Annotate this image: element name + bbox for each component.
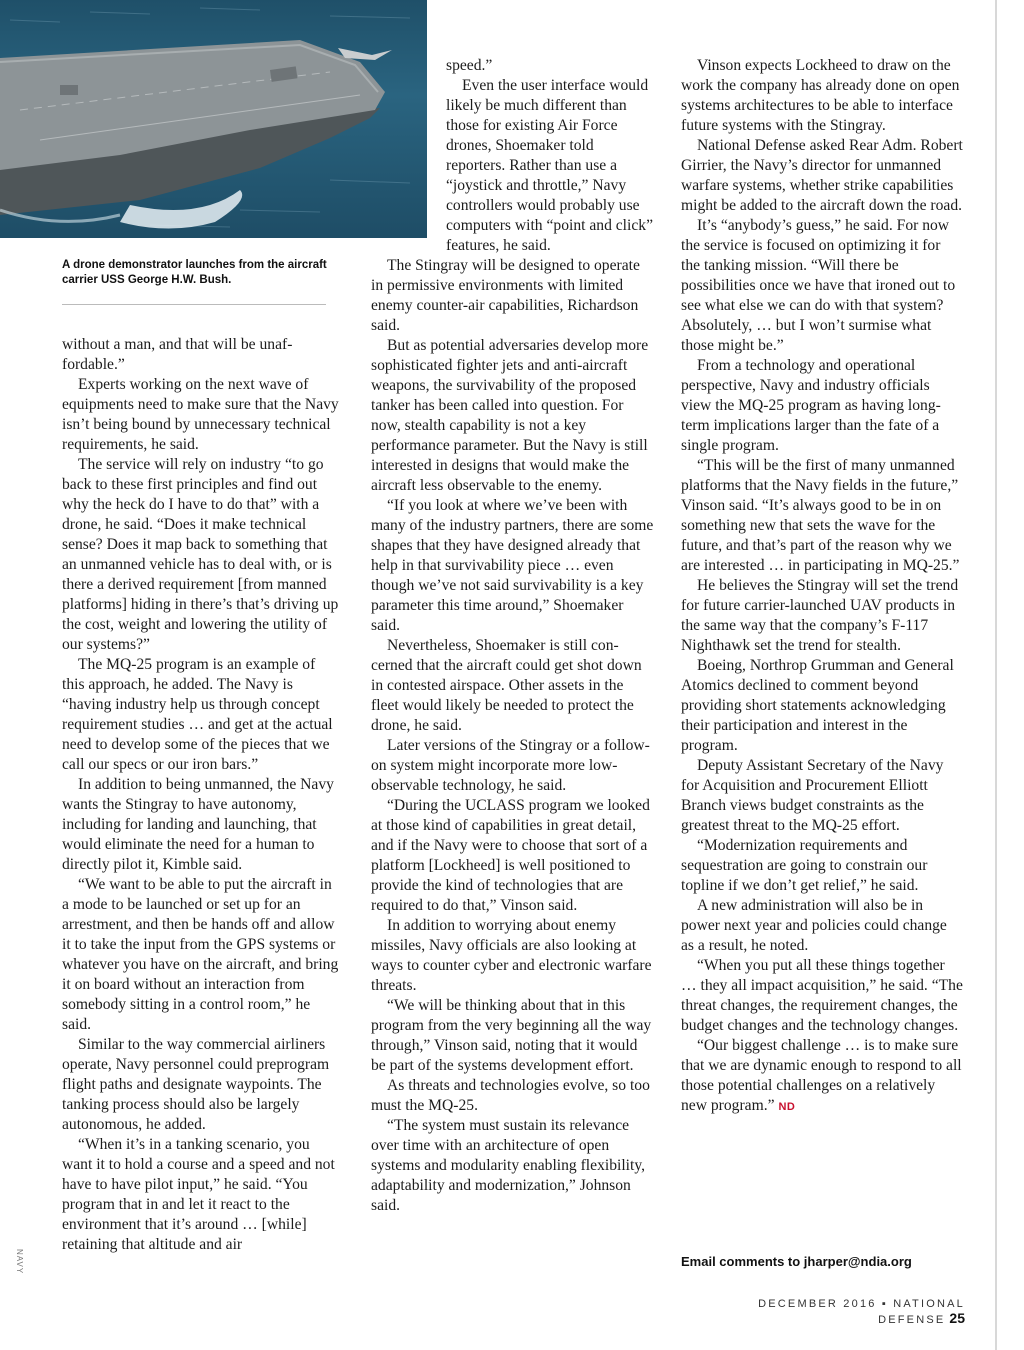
paragraph: But as potential adversaries develop more sophisticated fighter jets and anti-aircraft weapons, the survivability of the proposed tanker has been called into question. For now, stealth capability is not a key performance parameter. But the Navy is still interested in designs that would make the aircraft less observable to the enemy. [371, 337, 649, 494]
paragraph: “If you look at where we’ve been with many of the industry partners, there are some shapes that they have designed already that help in that survivability piece … even though we’ve not said survivability is a key parameter this time around,” Shoemaker said. [371, 497, 654, 634]
paragraph: “When you put all these things together … they all impact acquisition,” he said. “The threat changes, the requirement changes, the budget changes and the technology changes. [681, 957, 963, 1034]
paragraph: “We will be thinking about that in this program from the very beginning all the way through,” Vinson said, noting that it would be part of the systems development effort. [371, 997, 652, 1074]
paragraph: Nevertheless, Shoemaker is still concerned that the aircraft could get shot down in contested airspace. Other assets in the fleet would likely be needed to protect the drone, he said. [371, 637, 642, 734]
paragraph: In addition to being unmanned, the Navy wants the Stingray to have autonomy, including for landing and launching, that would eliminate the need for a human to directly pilot it, Kimble said. [62, 776, 334, 873]
paragraph: As threats and technologies evolve, so too must the MQ-25. [371, 1077, 650, 1114]
photo-caption: A drone demonstrator launches from the aircraft carrier USS George H.W. Bush. [62, 259, 327, 286]
article-column-1 [62, 335, 341, 1255]
article-column-2-top [446, 56, 654, 256]
paragraph: National Defense asked Rear Adm. Robert Girrier, the Navy’s director for unmanned warfare systems, whether strike capabilities might be added to the aircraft down the road. [681, 137, 963, 214]
paragraph: Later versions of the Stingray or a follow-on system might incorporate more low-observable technology, he said. [371, 737, 650, 794]
paragraph: A new administration will also be in power next year and policies could change as a result, he noted. [681, 897, 947, 954]
paragraph: The Stingray will be designed to operate in permissive environments with limited enemy counter-air capabilities, Richardson said. [371, 257, 640, 334]
paragraph: Experts working on the next wave of equipments need to make sure that the Navy isn’t being bound by unnecessary technical requirements, he said. [62, 376, 339, 453]
paragraph: “During the UCLASS program we looked at those kind of capabilities in great detail, and if the Navy were to choose that sort of a platform [Lockheed] is well positioned to provide the kind of technologies that are required to do that,” Vinson said. [371, 797, 650, 914]
paragraph: “The system must sustain its relevance over time with an architecture of open systems and modularity enabling flexibility, adaptability and modernization,” Johnson said. [371, 1117, 646, 1214]
footer-issue: DECEMBER 2016 ▪ NATIONAL DEFENSE [758, 1298, 965, 1326]
paragraph: “Modernization requirements and sequestration are going to constrain our topline if we don’t get relief,” he said. [681, 837, 928, 894]
paragraph: speed.” [446, 57, 493, 74]
paragraph: without a man, and that will be unaffordable.” [62, 336, 293, 373]
page-footer [681, 1298, 965, 1326]
paragraph: Similar to the way commercial airliners operate, Navy personnel could preprogram flight paths and designate waypoints. The tanking process should also be largely autonomous, he added. [62, 1036, 330, 1133]
article-column-2 [371, 256, 655, 1216]
paragraph: From a technology and operational perspective, Navy and industry officials view the MQ-25 program as having long-term implications larger than the fate of a single program. [681, 357, 941, 454]
carrier-photo [0, 0, 427, 238]
paragraph: Boeing, Northrop Grumman and General Atomics declined to comment beyond providing short statements acknowledging their participation and interest in the program. [681, 657, 954, 754]
page-edge [995, 0, 997, 1350]
paragraph-text: “Our biggest challenge … is to make sure that we are dynamic enough to respond to all those potential challenges on a relatively new program.” [681, 1037, 962, 1114]
article-column-3 [681, 56, 963, 1117]
paragraph: It’s “anybody’s guess,” he said. For now the service is focused on optimizing it for the tanking mission. “Will there be possibilities once we have that ironed out to see what else we can do with that system? Absolutely, … but I won’t surmise what those might be.” [681, 217, 956, 354]
paragraph: The service will rely on industry “to go back to these first principles and find out why the heck do I have to do that” with a drone, he said. “Does it make technical sense? Does it map back to something that an unmanned vehicle has to deal with, or is there a derived requirement [from manned platforms] hiding in there’s that’s driving up the cost, weight and lowering the utility of our systems?” [62, 456, 339, 653]
nd-end-mark: ND [778, 1101, 796, 1113]
caption-divider [62, 304, 326, 305]
paragraph: The MQ-25 program is an example of this approach, he added. The Navy is “having industry help us through concept requirement studies … and get at the actual need to develop some of the pieces that we call our specs or our iron bars.” [62, 656, 333, 773]
carrier-illustration [0, 0, 427, 238]
paragraph: Deputy Assistant Secretary of the Navy for Acquisition and Procurement Elliott Branch views budget constraints as the greatest threat to the MQ-25 effort. [681, 757, 944, 834]
paragraph: Even the user interface would likely be much different than those for existing Air Force drones, Shoemaker told reporters. Rather than use a “joystick and throttle,” Navy controllers would probably use computers with “point and click” features, he said. [446, 77, 653, 254]
paragraph: “This will be the first of many unmanned platforms that the Navy fields in the future,” Vinson said. “It’s always good to be in on something new that sets the wave for the future, and that’s part of the reason why we are interested … in participating in MQ-25.” [681, 457, 960, 574]
paragraph: “We want to be able to put the aircraft in a mode to be launched or set up for an arrestment, and then be hands off and allow it to take the input from the GPS systems or whatever you have on the aircraft, and bring it on board without an interaction from somebody sitting in a control room,” he said. [62, 876, 339, 1033]
email-comments-link[interactable]: Email comments to jharper@ndia.org [681, 1254, 912, 1269]
paragraph: “When it’s in a tanking scenario, you want it to hold a course and a speed and not have to have pilot input,” he said. “You program that in and let it react to the environment that it’s around … [while] retaining that altitude and air [62, 1136, 335, 1253]
paragraph: He believes the Stingray will set the trend for future carrier-launched UAV products in the same way that the company’s F-117 Nighthawk set the trend for stealth. [681, 577, 959, 654]
photo-credit: NAVY [15, 1249, 24, 1275]
page-number: 25 [949, 1310, 965, 1326]
paragraph: Vinson expects Lockheed to draw on the work the company has already done on open systems architectures to be able to interface future systems with the Stingray. [681, 57, 960, 134]
paragraph: In addition to worrying about enemy missiles, Navy officials are also looking at ways to counter cyber and electronic warfare threats. [371, 917, 652, 994]
last-paragraph [681, 1036, 963, 1117]
